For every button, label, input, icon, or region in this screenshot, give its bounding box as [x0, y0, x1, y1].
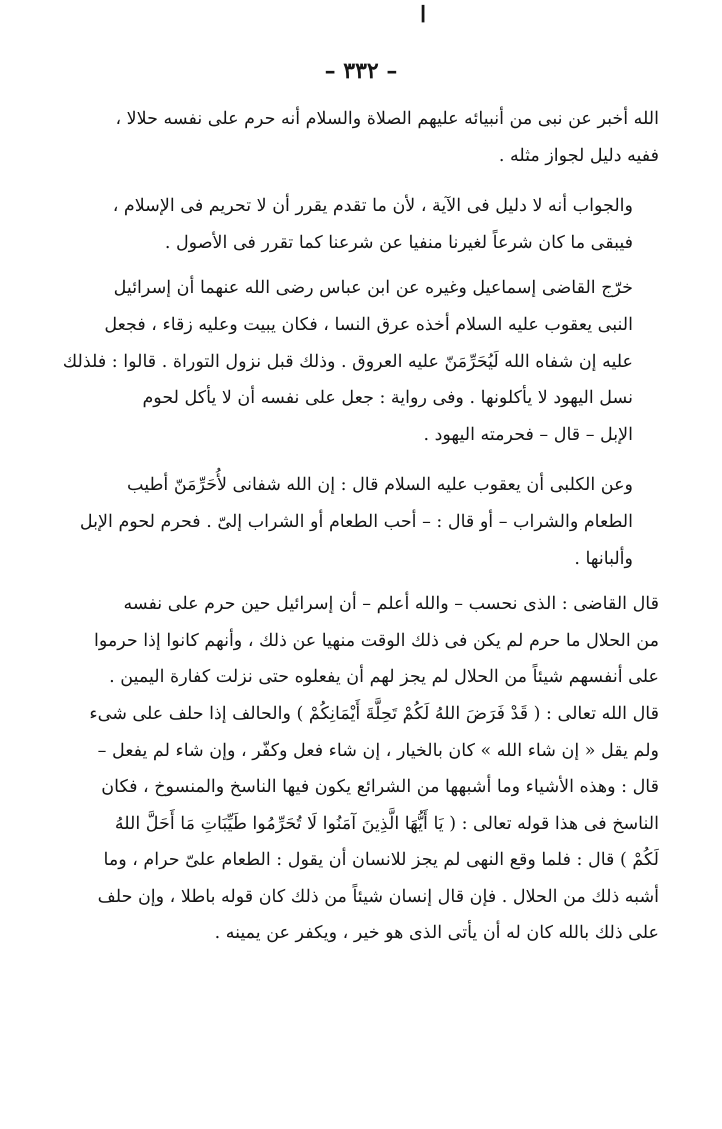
text-line: الطعام والشراب – أو قال : – أحب الطعام أو الشراب إلىّ . فحرم لحوم الإبل — [79, 511, 633, 532]
text-line: أشبه ذلك من الحلال . فإن قال إنسان شيئاً من ذلك كان قوله باطلا ، وإن حلف — [97, 886, 659, 907]
paragraph — [62, 188, 659, 261]
text-line: قال الله تعالى : ( قَدْ فَرَضَ اللهُ لَكُمْ تَحِلَّةَ أَيْمَانِكُمْ ) والحالف إذا حلف على شىء — [89, 703, 659, 724]
paragraph — [62, 586, 659, 952]
text-line: ففيه دليل لجواز مثله . — [498, 145, 659, 166]
text-line: الناسخ فى هذا قوله تعالى : ( يَا أَيُّهَا الَّذِينَ آمَنُوا لَا تُحَرِّمُوا طَيِّبَاتِ مَا أَحَلَّ اللهُ — [114, 813, 659, 834]
text-line: عليه إن شفاه الله لَيُحَرِّمَنّ عليه العروق . وذلك قبل نزول التوراة . قالوا : فلذلك — [62, 351, 633, 372]
text-line: وألبانها . — [574, 548, 633, 569]
paragraph — [62, 101, 659, 174]
text-line: وعن الكلبى أن يعقوب عليه السلام قال : إن الله شفانى لأُحَرِّمَنّ أطيب — [127, 475, 633, 496]
text-line: على أنفسهم شيئاً من الحلال لم يجز لهم أن يفعلوه حتى نزلت كفارة اليمين . — [109, 667, 659, 688]
text-line: الإبل – قال – فحرمته اليهود . — [423, 424, 633, 445]
text-line: خرّج القاضى إسماعيل وغيره عن ابن عباس رضى الله عنهما أن إسرائيل — [113, 278, 633, 299]
text-line: الله أخبر عن نبى من أنبيائه عليهم الصلاة والسلام أنه حرم على نفسه حلالا ، — [115, 109, 659, 129]
text-line: ولم يقل « إن شاء الله » كان بالخيار ، إن شاء فعل وكفّر ، وإن شاء لم يفعل – — [97, 740, 659, 761]
text-line: على ذلك بالله كان له أن يأتى الذى هو خير ، ويكفر عن يمينه . — [214, 923, 659, 944]
page-number: – ٣٣٢ – — [324, 58, 398, 84]
text-line: والجواب أنه لا دليل فى الآية ، لأن ما تقدم يقرر أن لا تحريم فى الإسلام ، — [112, 196, 633, 217]
text-line: لَكُمْ ) قال : فلما وقع النهى لم يجز للانسان أن يقول : الطعام علىّ حرام ، وما — [103, 850, 659, 871]
body-text — [62, 101, 659, 952]
text-line: من الحلال ما حرم لم يكن فى ذلك الوقت منهيا عن ذلك ، وأنهم كانوا إذا حرموا — [93, 630, 659, 651]
text-line: قال القاضى : الذى نحسب – والله أعلم – أن إسرائيل حين حرم على نفسه — [123, 594, 659, 615]
text-line: النبى يعقوب عليه السلام أخذه عرق النسا ، فكان يبيت وعليه زقاء ، فجعل — [104, 314, 633, 335]
corner-mark: ا — [420, 2, 427, 28]
text-line: نسل اليهود لا يأكلونها . وفى رواية : جعل على نفسه أن لا يأكل لحوم — [142, 388, 633, 409]
paragraph — [62, 270, 659, 453]
paragraph — [62, 467, 659, 577]
text-line: فيبقى ما كان شرعاً لغيرنا منفيا عن شرعنا كما تقرر فى الأصول . — [164, 232, 633, 253]
text-line: قال : وهذه الأشياء وما أشبهها من الشرائع يكون فيها الناسخ والمنسوخ ، فكان — [101, 777, 659, 798]
